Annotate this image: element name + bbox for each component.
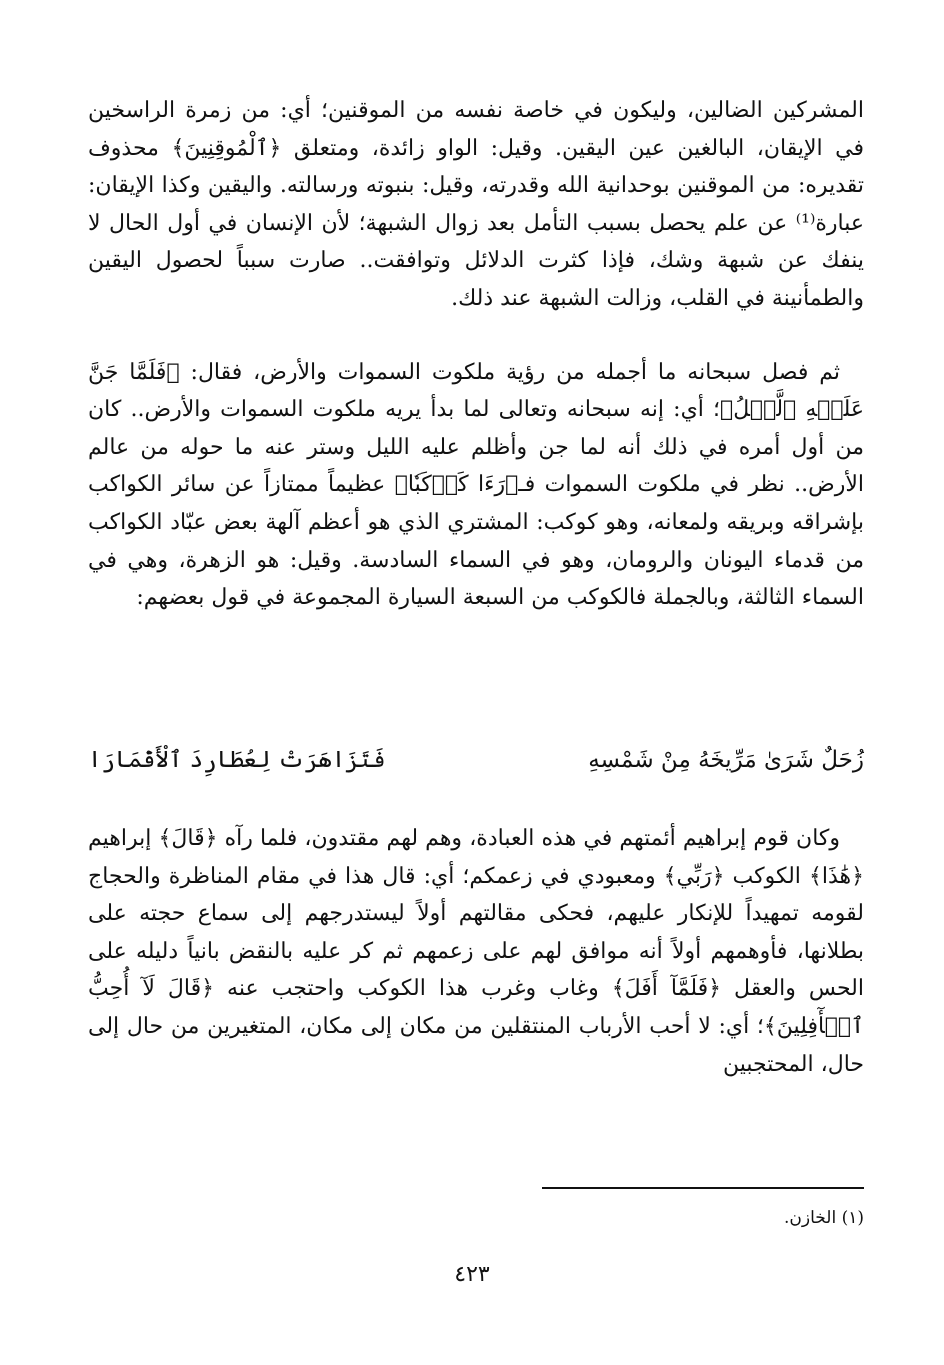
footnote: (١) الخازن.	[784, 1208, 864, 1228]
footnote-divider	[542, 1187, 864, 1189]
verse-first-hemistich: زُحَلٌ شَرَىٰ مَرِّيخَهُ مِنْ شَمْسِهِ	[588, 747, 864, 773]
main-text-top	[88, 92, 864, 617]
paragraph-1: المشركين الضالين، وليكون في خاصة نفسه من الموقنين؛ أي: من زمرة الراسخين في الإيقان، البالغين عين اليقين. وقيل: الواو زائدة، ومتعلق ﴿ٱلْمُوقِنِينَ﴾ محذوف تقديره: من الموقنين بوحدانية الله وقدرته، وقيل: بنبوته ورسالته. واليقين وكذا الإيقان: عبارة⁽¹⁾ عن علم يحصل بسبب التأمل بعد زوال الشبهة؛ لأن الإنسان في أول الحال لا ينفك عن شبهة وشك، فإذا كثرت الدلائل وتوافقت.. صارت سبباً لحصول اليقين والطمأنينة في القلب، وزالت الشبهة عند ذلك.	[88, 98, 864, 311]
paragraph-3: وكان قوم إبراهيم أئمتهم في هذه العبادة، وهم لهم مقتدون، فلما رآه ﴿قَالَ﴾ إبراهيم ﴿هَٰذَا﴾ الكوكب ﴿رَبِّي﴾ ومعبودي في زعمكم؛ أي: قال هذا في مقام المناظرة والحجاج لقومه تمهيداً للإنكار عليهم، فحكى مقالتهم أولاً ليستدرجهم إلى سماع حجته على بطلانها، فأوهمهم أولاً أنه موافق لهم على زعمهم ثم كر عليه بالنقض بانياً دليله على الحس والعقل ﴿فَلَمَّآ أَفَلَ﴾ وغاب وغرب هذا الكوكب واحتجب عنه ﴿قَالَ لَآ أُحِبُّ ٱلۡأٓفِلِينَ﴾؛ أي: لا أحب الأرباب المنتقلين من مكان إلى مكان، المتغيرين من حال إلى حال، المحتجبين	[88, 826, 864, 1077]
page-number: ٤٢٣	[454, 1262, 490, 1287]
main-text-bottom	[88, 820, 864, 1083]
poetry-verse	[88, 747, 864, 791]
paragraph-2: ثم فصل سبحانه ما أجمله من رؤية ملكوت السموات والأرض، فقال: ﴿فَلَمَّا جَنَّ عَلَيۡهِ ٱلَّيۡلُ﴾؛ أي: إنه سبحانه وتعالى لما بدأ يريه ملكوت السموات والأرض.. كان من أول أمره في ذلك أنه لما جن وأظلم عليه الليل وستر عنه ما حوله من عالم الأرض.. نظر في ملكوت السموات فـ﴿رَءَا كَوۡكَبٗا﴾ عظيماً ممتازاً عن سائر الكواكب بإشراقه وبريقه ولمعانه، وهو كوكب: المشتري الذي هو أعظم آلهة بعض عبّاد الكواكب من قدماء اليونان والرومان، وهو في السماء السادسة. وقيل: هو الزهرة، وهي في السماء الثالثة، وبالجملة فالكوكب من السبعة السيارة المجموعة في قول بعضهم:	[88, 359, 864, 611]
verse-second-hemistich: فَتَزَاهَرَتْ لِعُطَارِدَ ٱلْأَقْمَارَا	[88, 747, 386, 773]
